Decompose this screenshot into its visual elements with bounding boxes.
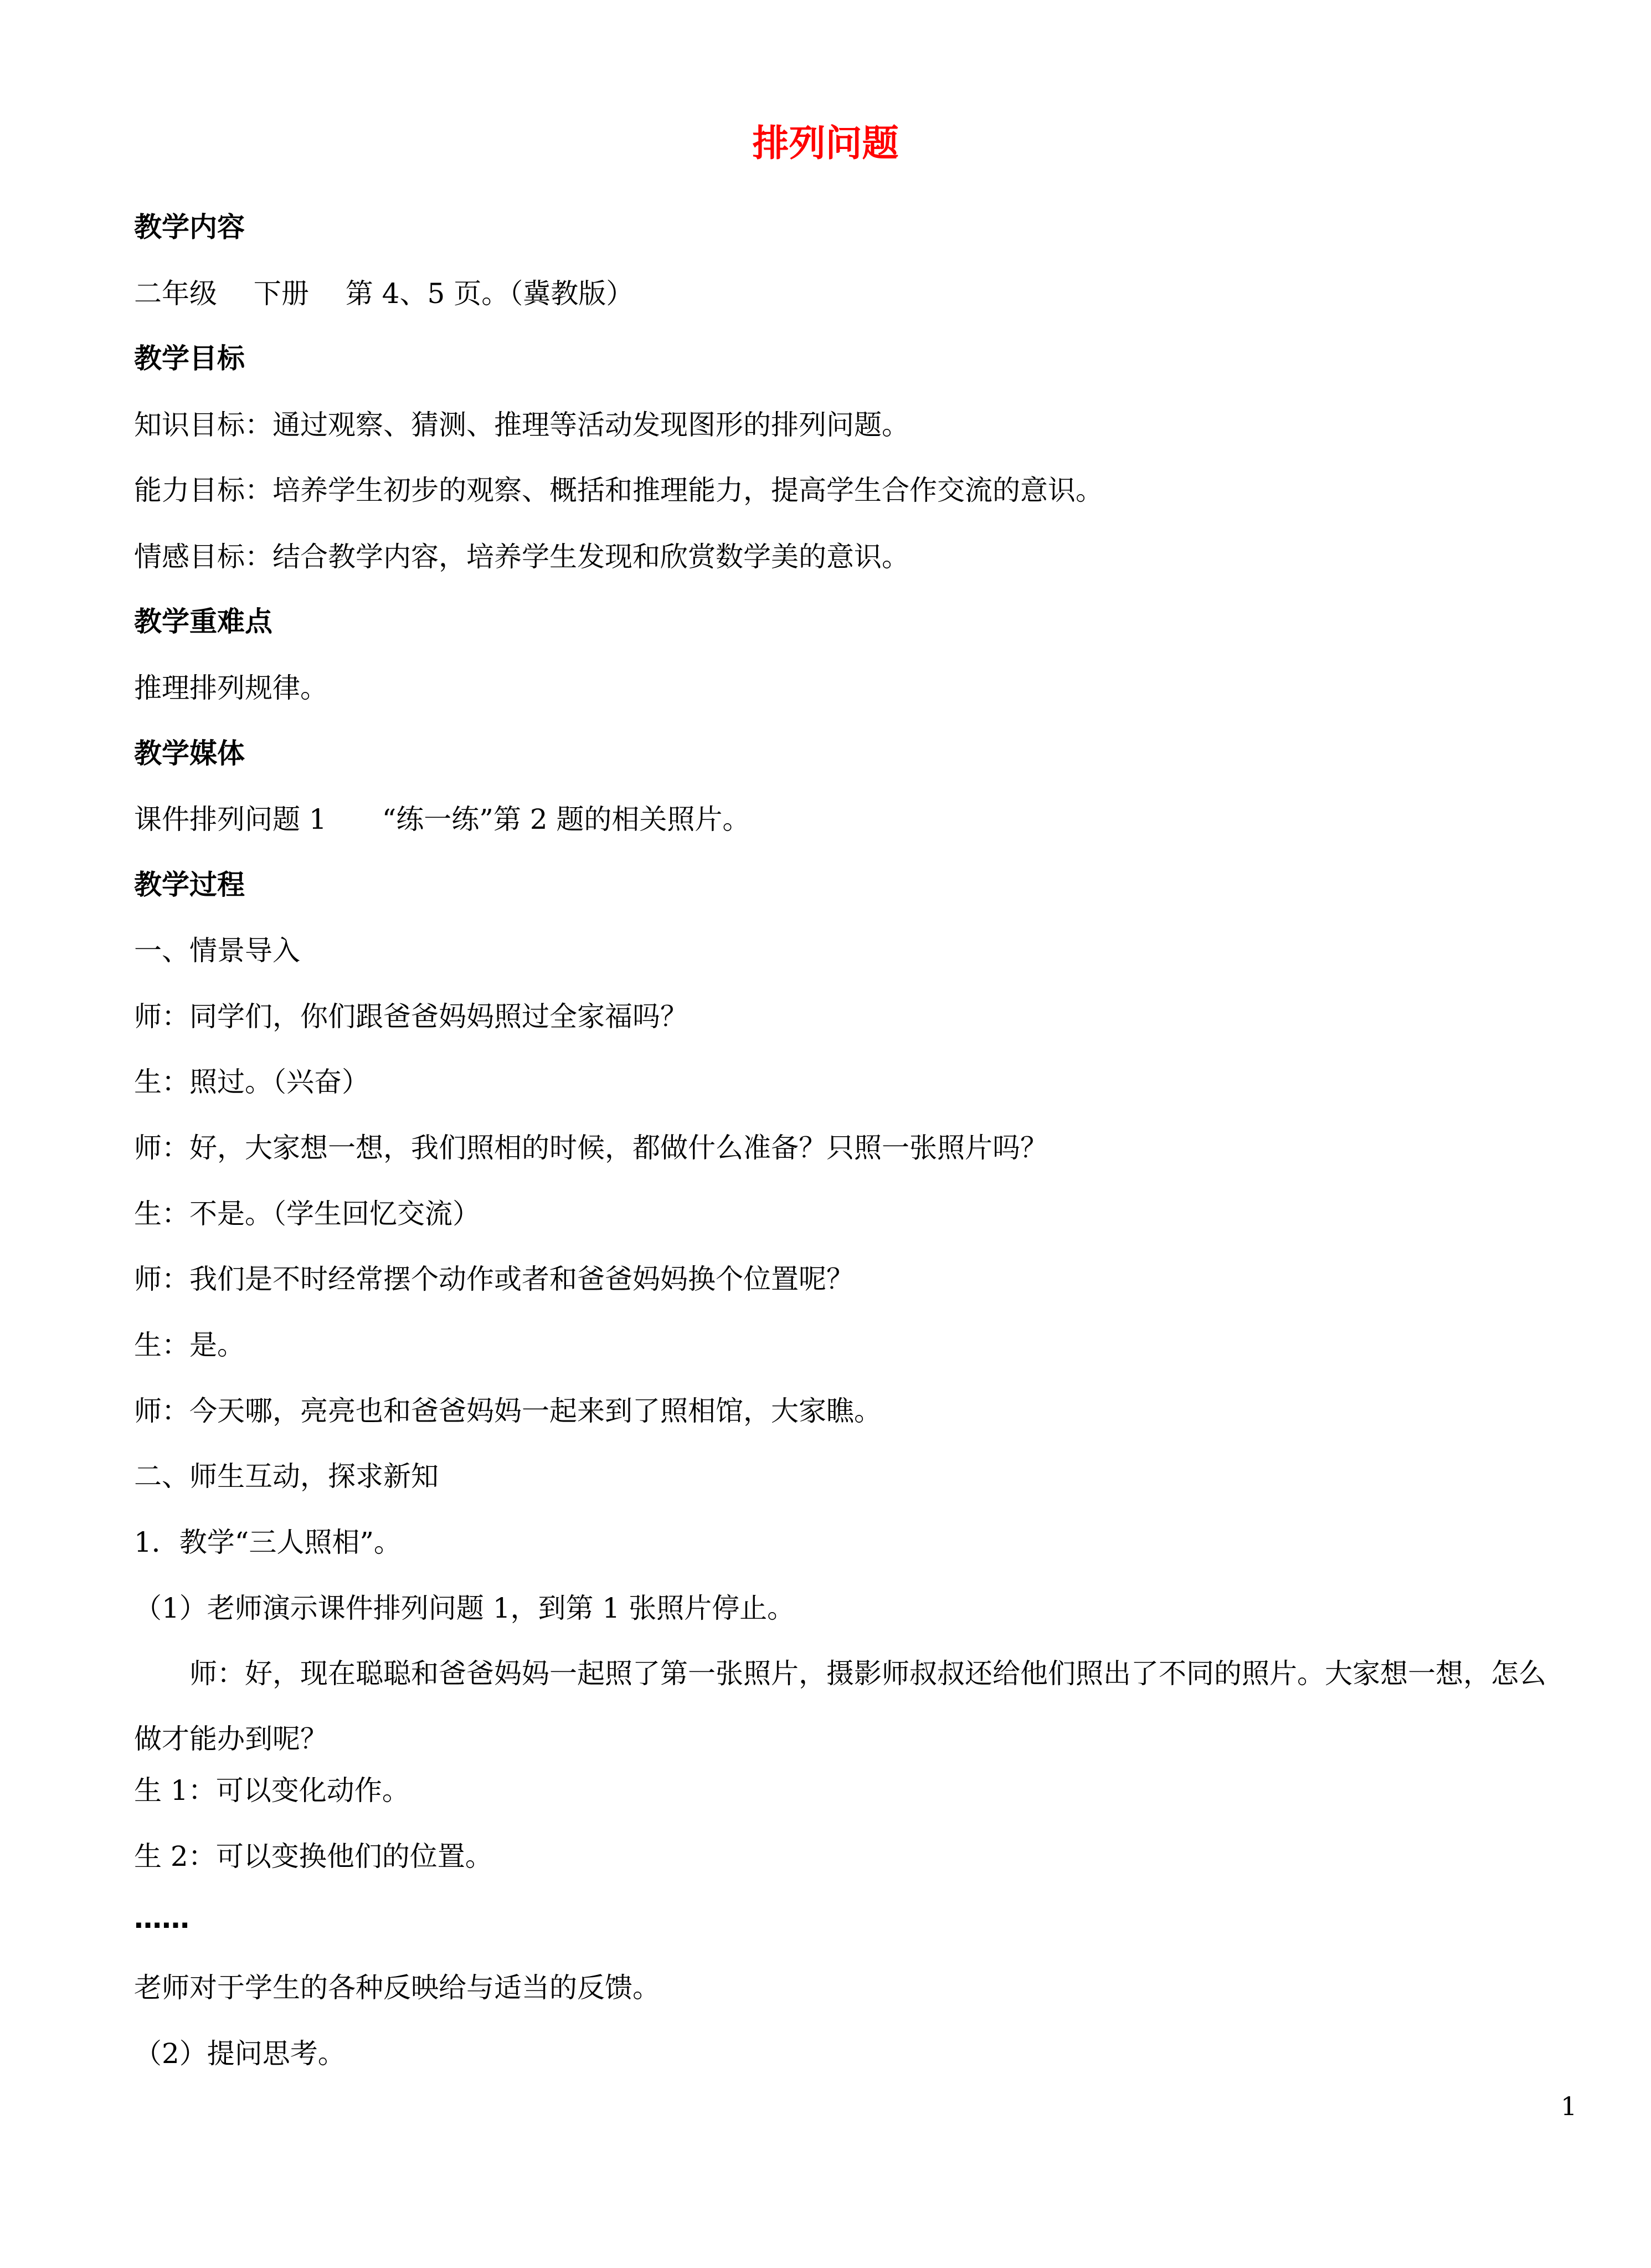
text-line: 生：照过。（兴奋） xyxy=(134,1066,369,1098)
text-line: 师：我们是不时经常摆个动作或者和爸爸妈妈换个位置呢？ xyxy=(134,1263,854,1295)
text-line: 师：好，大家想一想，我们照相的时候，都做什么准备？只照一张照片吗？ xyxy=(134,1132,1048,1164)
text-line: 能力目标：培养学生初步的观察、概括和推理能力，提高学生合作交流的意识。 xyxy=(134,474,1103,506)
text-line: 课件排列问题 1 “练一练”第 2 题的相关照片。 xyxy=(134,803,750,835)
text-line: 生：不是。（学生回忆交流） xyxy=(134,1198,480,1230)
text-line: 师：今天哪，亮亮也和爸爸妈妈一起来到了照相馆，大家瞧。 xyxy=(134,1395,882,1427)
text-line: （2）提问思考。 xyxy=(134,2038,346,2070)
section-heading: 教学过程 xyxy=(134,869,245,901)
text-line: 1．教学“三人照相”。 xyxy=(134,1526,402,1558)
text-line: 推理排列规律。 xyxy=(134,672,328,704)
section-heading: 教学重难点 xyxy=(134,606,272,638)
body-paragraph: 师：好，现在聪聪和爸爸妈妈一起照了第一张照片，摄影师叔叔还给他们照出了不同的照片。大家想一想，怎么做才能办到呢？ xyxy=(134,1658,1546,1755)
text-line: 情感目标：结合教学内容，培养学生发现和欣赏数学美的意识。 xyxy=(134,541,909,573)
text-line: 生：是。 xyxy=(134,1329,245,1361)
text-line: 知识目标：通过观察、猜测、推理等活动发现图形的排列问题。 xyxy=(134,409,909,441)
text-line: 生 1：可以变化动作。 xyxy=(134,1774,410,1807)
ellipsis-line: …… xyxy=(134,1902,189,1935)
text-line: 老师对于学生的各种反映给与适当的反馈。 xyxy=(134,1972,660,2004)
text-line: 生 2：可以变换他们的位置。 xyxy=(134,1840,493,1872)
section-heading: 教学目标 xyxy=(134,342,245,374)
text-line: （1）老师演示课件排列问题 1，到第 1 张照片停止。 xyxy=(134,1592,795,1624)
document-title: 排列问题 xyxy=(752,122,899,165)
text-line: 二、师生互动，探求新知 xyxy=(134,1460,439,1492)
section-heading: 教学媒体 xyxy=(134,737,245,769)
text-line: 一、情景导入 xyxy=(134,935,300,967)
text-line: 二年级 下册 第 4、5 页。（冀教版） xyxy=(134,278,634,310)
section-heading: 教学内容 xyxy=(134,211,245,243)
text-line: 师：同学们，你们跟爸爸妈妈照过全家福吗？ xyxy=(134,1000,688,1033)
page-number: 1 xyxy=(1561,2091,1577,2121)
